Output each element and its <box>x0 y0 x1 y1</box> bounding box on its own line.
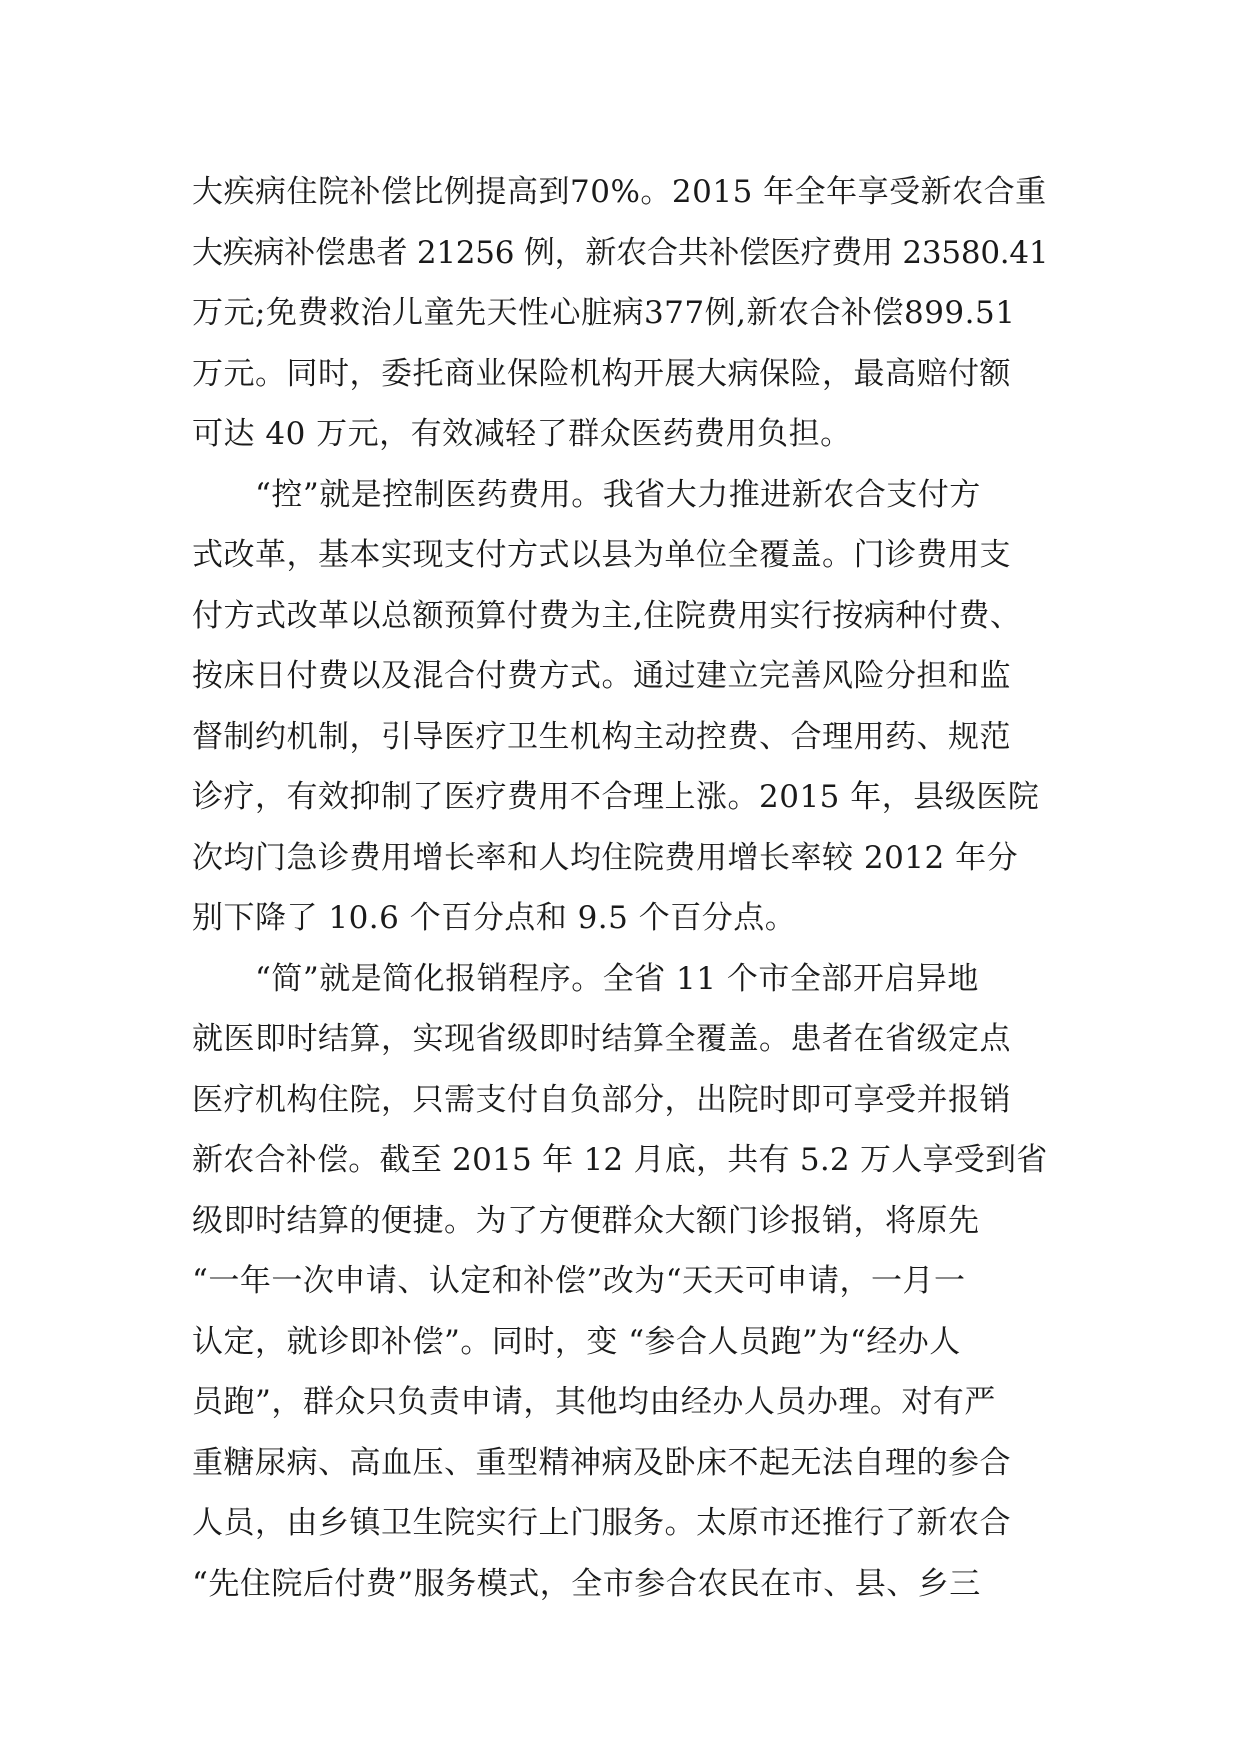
text-line: 认定，就诊即补偿”。同时，变 “参合人员跑”为“经办人 <box>192 1323 961 1360</box>
text-line: 员跑”，群众只负责申请，其他均由经办人员办理。对有严 <box>192 1384 996 1420</box>
text-line: “先住院后付费”服务模式，全市参合农民在市、县、乡三 <box>192 1565 981 1602</box>
text-line: “控”就是控制医药费用。我省大力推进新农合支付方 <box>192 476 981 513</box>
text-line: 付方式改革以总额预算付费为主,住院费用实行按病种付费、 <box>192 597 1022 634</box>
text-line: 督制约机制，引导医疗卫生机构主动控费、合理用药、规范 <box>192 718 1011 755</box>
text-line: 新农合补偿。截至 2015 年 12 月底，共有 5.2 万人享受到省 <box>192 1142 1048 1178</box>
text-line: 重糖尿病、高血压、重型精神病及卧床不起无法自理的参合 <box>192 1444 1011 1481</box>
text-line: 可达 40 万元，有效减轻了群众医药费用负担。 <box>192 416 852 452</box>
text-line: 诊疗，有效抑制了医疗费用不合理上涨。2015 年，县级医院 <box>192 779 1040 815</box>
text-line: “一年一次申请、认定和补偿”改为“天天可申请，一月一 <box>192 1263 966 1299</box>
text-line: 人员，由乡镇卫生院实行上门服务。太原市还推行了新农合 <box>192 1505 1011 1541</box>
text-line: 按床日付费以及混合付费方式。通过建立完善风险分担和监 <box>192 658 1011 694</box>
text-line: “简”就是简化报销程序。全省 11 个市全部开启异地 <box>192 960 979 997</box>
text-line: 就医即时结算，实现省级即时结算全覆盖。患者在省级定点 <box>192 1021 1011 1057</box>
text-line: 大疾病住院补偿比例提高到70%。2015 年全年享受新农合重 <box>192 174 1047 210</box>
text-line: 级即时结算的便捷。为了方便群众大额门诊报销，将原先 <box>192 1202 980 1239</box>
text-line: 医疗机构住院，只需支付自负部分，出院时即可享受并报销 <box>192 1081 1011 1118</box>
text-line: 式改革，基本实现支付方式以县为单位全覆盖。门诊费用支 <box>192 537 1011 573</box>
body-text <box>192 162 1052 1614</box>
text-line: 别下降了 10.6 个百分点和 9.5 个百分点。 <box>192 900 797 936</box>
text-line: 万元;免费救治儿童先天性心脏病377例,新农合补偿899.51 <box>192 295 1016 331</box>
text-line: 万元。同时，委托商业保险机构开展大病保险，最高赔付额 <box>192 355 1011 392</box>
text-line: 次均门急诊费用增长率和人均住院费用增长率较 2012 年分 <box>192 839 1019 876</box>
text-line: 大疾病补偿患者 21256 例，新农合共补偿医疗费用 23580.41 <box>192 234 1049 271</box>
